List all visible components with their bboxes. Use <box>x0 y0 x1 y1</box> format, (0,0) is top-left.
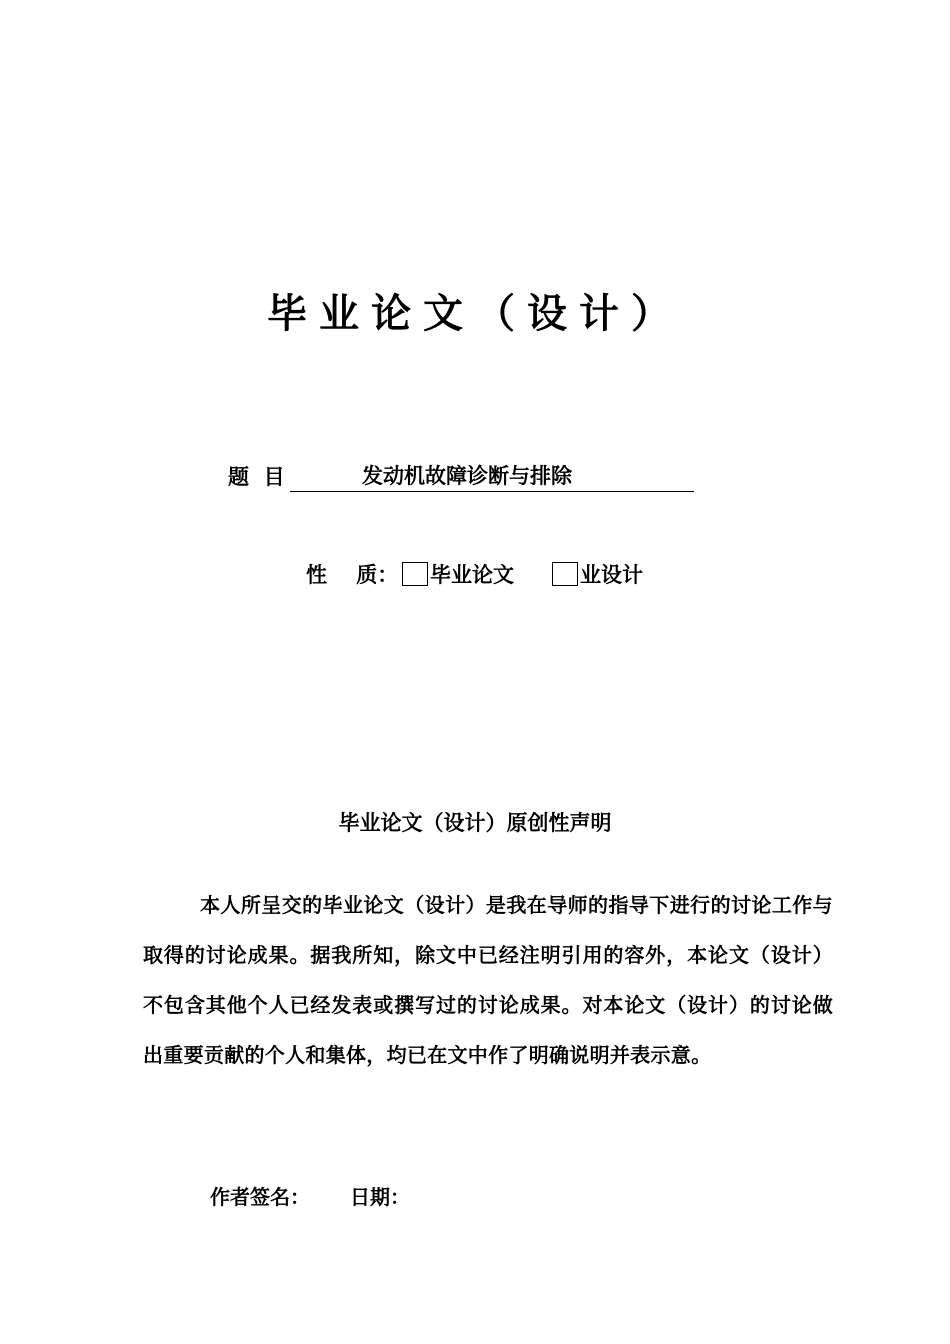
topic-label: 题 目 <box>228 465 285 489</box>
design-option-label: 业设计 <box>580 563 643 587</box>
nature-label: 性 质： <box>306 563 399 587</box>
nature-option-thesis[interactable] <box>402 559 514 589</box>
nature-row <box>306 558 643 590</box>
declaration-body: 本人所呈交的毕业论文（设计）是我在导师的指导下进行的讨论工作与取得的讨论成果。据我所知，除文中已经注明引用的容外，本论文（设计）不包含其他个人已经发表或撰写过的讨论成果。对本论文（设计）的讨论做出重要贡献的个人和集体，均已在文中作了明确说明并表示意。 <box>143 893 833 1067</box>
author-signature-label: 作者签名： <box>210 1185 310 1209</box>
nature-option-design[interactable] <box>552 559 643 589</box>
topic-value: 发动机故障诊断与排除 <box>290 461 694 492</box>
declaration-title: 毕业论文（设计）原创性声明 <box>338 811 612 835</box>
cover-title: 毕业论文（设计） <box>267 291 683 337</box>
thesis-checkbox[interactable] <box>402 562 428 586</box>
thesis-option-label: 毕业论文 <box>430 563 514 587</box>
topic-row <box>228 458 694 492</box>
date-label: 日期： <box>350 1185 410 1209</box>
design-checkbox[interactable] <box>552 562 578 586</box>
signature-row <box>210 1180 410 1214</box>
